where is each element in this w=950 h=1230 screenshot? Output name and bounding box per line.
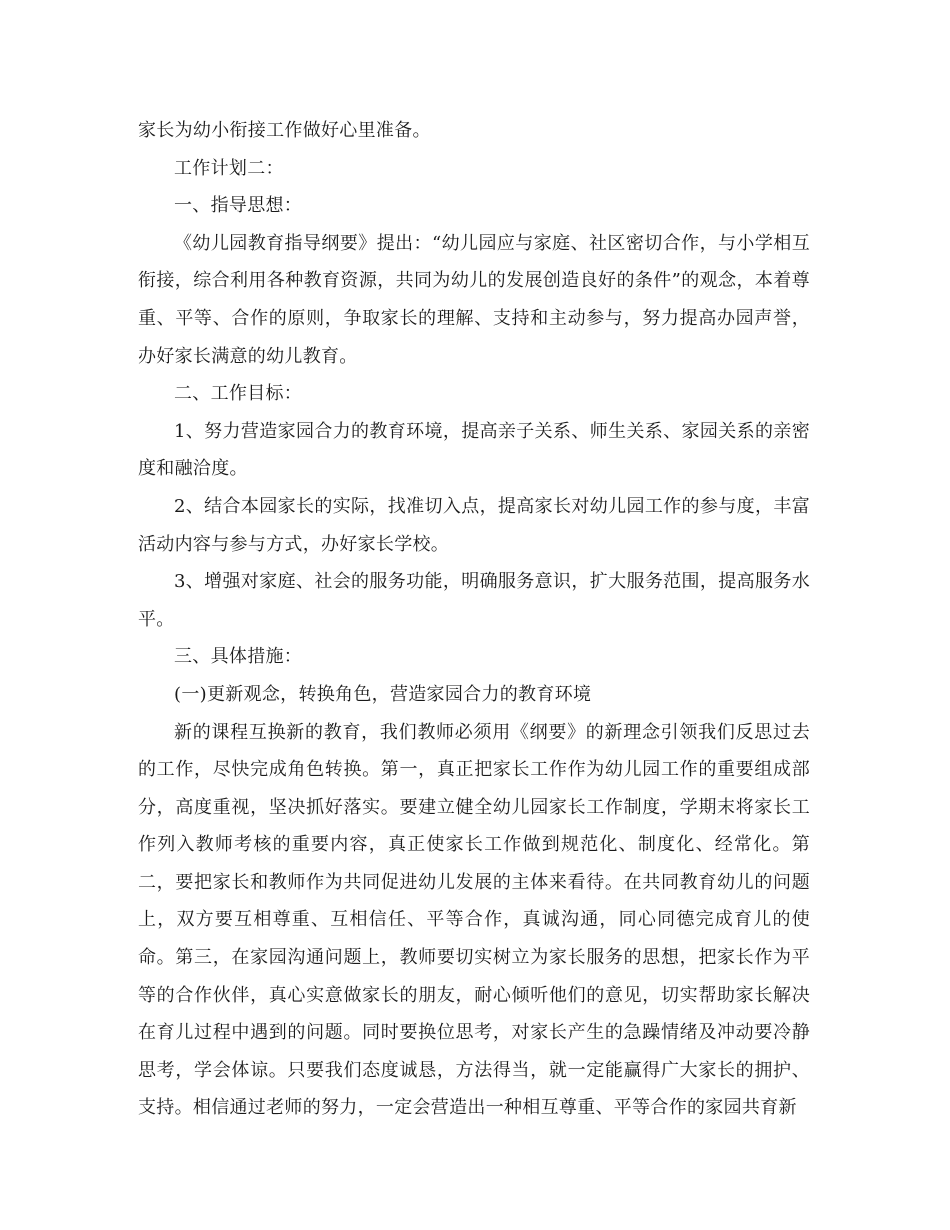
document-body: [138, 112, 810, 1127]
paragraph-guiding-ideology: 《幼儿园教育指导纲要》提出：“幼儿园应与家庭、社区密切合作，与小学相互衔接，综合利用各种教育资源，共同为幼儿的发展创造良好的条件”的观念，本着尊重、平等、合作的原则，争取家长的理解、支持和主动参与，努力提高办园声誉，办好家长满意的幼儿教育。: [138, 232, 810, 367]
list-item-goal-3: 3、增强对家庭、社会的服务功能，明确服务意识，扩大服务范围，提高服务水平。: [138, 571, 810, 630]
section-heading-work-goals: 二、工作目标：: [174, 383, 303, 405]
list-item-goal-1: 1、努力营造家园合力的教育环境，提高亲子关系、师生关系、家园关系的亲密度和融洽度。: [138, 420, 810, 480]
subsection-heading-measure-1: (一)更新观念，转换角色，营造家园合力的教育环境: [174, 683, 592, 705]
section-heading-plan-two: 工作计划二：: [174, 157, 284, 179]
list-item-goal-2: 2、结合本园家长的实际，找准切入点，提高家长对幼儿园工作的参与度，丰富活动内容与参与方式，办好家长学校。: [138, 495, 810, 555]
paragraph-continuation: 家长为幼小衔接工作做好心里准备。: [138, 120, 431, 141]
section-heading-guiding-ideology: 一、指导思想：: [174, 195, 303, 217]
paragraph-measure-1-body: 新的课程互换新的教育，我们教师必须用《纲要》的新理念引领我们反思过去的工作，尽快完成角色转换。第一，真正把家长工作作为幼儿园工作的重要组成部分，高度重视，坚决抓好落实。要建立健全幼儿园家长工作制度，学期末将家长工作列入教师考核的重要内容，真正使家长工作做到规范化、制度化、经常化。第二，要把家长和教师作为共同促进幼儿发展的主体来看待。在共同教育幼儿的问题上，双方要互相尊重、互相信任、平等合作，真诚沟通，同心同德完成育儿的使命。第三，在家园沟通问题上，教师要切实树立为家长服务的思想，把家长作为平等的合作伙伴，真心实意做家长的朋友，耐心倾听他们的意见，切实帮助家长解决在育儿过程中遇到的问题。同时要换位思考，对家长产生的急躁情绪及冲动要冷静思考，学会体谅。只要我们态度诚恳，方法得当，就一定能赢得广大家长的拥护、支持。相信通过老师的努力，一定会营造出一种相互尊重、平等合作的家园共育新: [138, 721, 810, 1119]
section-heading-measures: 三、具体措施：: [174, 646, 303, 668]
